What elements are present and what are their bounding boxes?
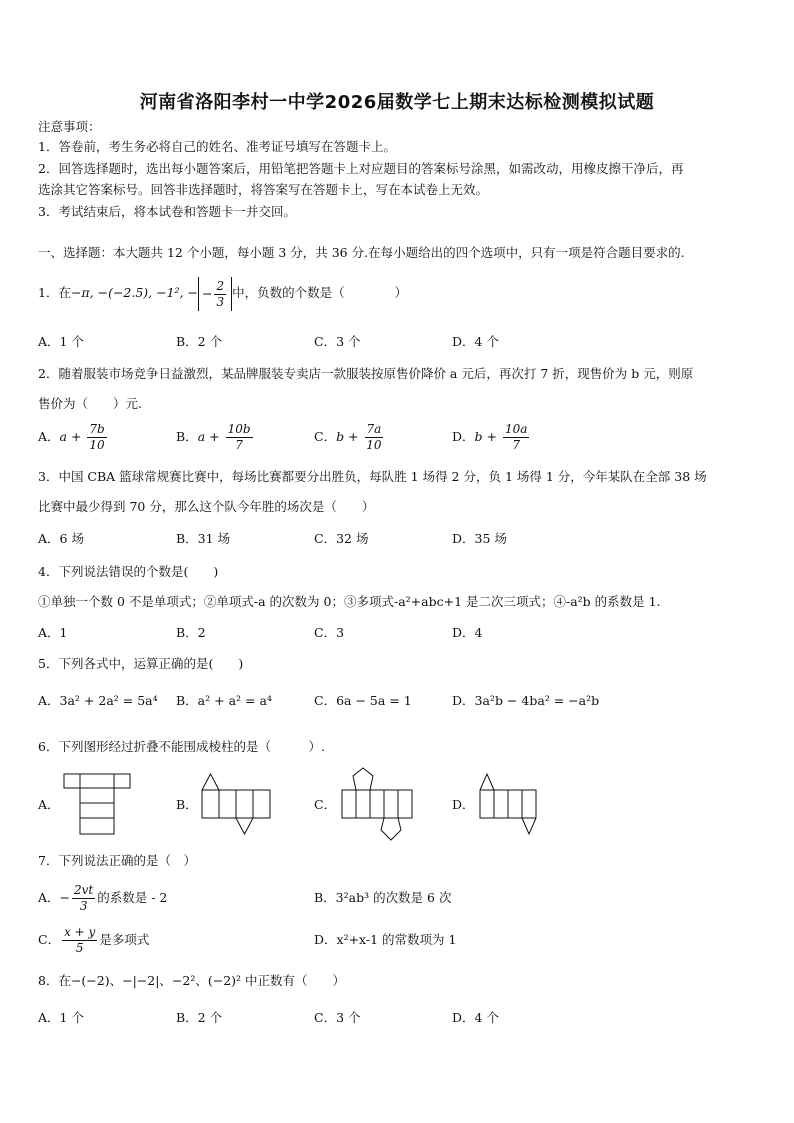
frac-den: 10 <box>89 438 105 452</box>
question-3-cont: 比赛中最少得到 70 分，那么这个队今年胜的场次是（ ） <box>38 499 375 514</box>
net-figure-b <box>200 772 274 836</box>
option-label: D． <box>452 429 475 444</box>
q1-expression: −π, −(−2.5), −1², − <box>70 285 198 300</box>
page-title: 河南省洛阳李村一中学2026届数学七上期末达标检测模拟试题 <box>139 92 655 113</box>
option-label: C． <box>314 429 337 444</box>
option-a: A．1 <box>38 625 68 640</box>
frac-num: 2vt <box>74 883 94 897</box>
option-a: A．1 个 <box>38 1010 84 1025</box>
frac-den: 5 <box>75 941 84 955</box>
option-d: D．x²+x-1 的常数项为 1 <box>314 932 457 947</box>
option-d: D．3a²b − 4ba² = −a²b <box>452 693 600 708</box>
section-heading: 一、选择题：本大题共 12 个小题，每小题 3 分，共 36 分.在每小题给出的四个选项中，只有一项是符合题目要求的. <box>38 245 685 260</box>
option-a <box>38 422 109 453</box>
option-c: C．32 场 <box>314 531 369 546</box>
question-6: 6．下列图形经过折叠不能围成棱柱的是（ ）. <box>38 739 325 754</box>
frac-den: 3 <box>79 899 88 913</box>
frac-num: x + y <box>64 925 96 939</box>
option-c-label: C． <box>314 797 337 812</box>
option-b: B．3²ab³ 的次数是 6 次 <box>314 890 452 905</box>
option-label: A． <box>38 429 60 444</box>
option-b: B．31 场 <box>176 531 231 546</box>
option-d: D．4 个 <box>452 334 499 349</box>
question-1 <box>38 276 758 311</box>
question-7: 7．下列说法正确的是（ ） <box>38 853 196 868</box>
option-d <box>452 422 531 453</box>
option-b: B．a² + a² = a⁴ <box>176 693 272 708</box>
notice-item: 1．答卷前，考生务必将自己的姓名、准考证号填写在答题卡上。 <box>38 139 396 154</box>
option-b: B．2 <box>176 625 206 640</box>
option-c: C．3 <box>314 625 345 640</box>
frac-num: 10b <box>227 422 251 436</box>
option-b <box>176 422 255 453</box>
option-d: D．35 场 <box>452 531 507 546</box>
option-term: a + <box>197 429 224 444</box>
option-b-label: B． <box>176 797 198 812</box>
option-a: A．− $\frac{2vt}{3}$ 的系数是 - 2 <box>38 883 168 913</box>
option-c: C．6a − 5a = 1 <box>314 693 412 708</box>
notice-item: 2．回答选择题时，选出每小题答案后，用铅笔把答题卡上对应题目的答案标号涂黑，如需改动，用橡皮擦干净后，再 <box>38 161 684 176</box>
option-d: D．4 <box>452 625 483 640</box>
frac-num: 7a <box>366 422 382 436</box>
question-2-cont: 售价为（ ）元. <box>38 396 142 411</box>
option-label: C． <box>38 932 61 947</box>
option-b: B．2 个 <box>176 1010 223 1025</box>
option-text: 的系数是 - 2 <box>97 890 168 905</box>
frac-den: 7 <box>235 438 243 452</box>
frac-num: 10a <box>504 422 528 436</box>
option-d-label: D． <box>452 797 475 812</box>
option-c <box>38 922 149 958</box>
option-c: C．3 个 <box>314 1010 361 1025</box>
option-a: A．1 个 <box>38 334 84 349</box>
option-label: A． <box>38 890 60 905</box>
question-2: 2．随着服装市场竞争日益激烈，某品牌服装专卖店一款服装按原售价降价 a 元后，再次打 7 折，现售价为 b 元，则原 <box>38 366 694 381</box>
question-5: 5．下列各式中，运算正确的是( ) <box>38 656 244 671</box>
notice-item: 选涂其它答案标号。回答非选择题时，将答案写在答题卡上，写在本试卷上无效。 <box>38 182 489 197</box>
net-figure-d <box>478 772 540 836</box>
option-b: B．2 个 <box>176 334 223 349</box>
q1-suffix: 中，负数的个数是（ ） <box>232 285 408 300</box>
frac-den: 7 <box>512 438 520 452</box>
question-8: 8．在−(−2)、−|−2|、−2²、(−2)² 中正数有（ ） <box>38 973 346 988</box>
q1-frac-num: 2 <box>216 278 225 293</box>
frac-den: 10 <box>366 438 382 452</box>
option-c <box>314 422 385 453</box>
q1-prefix: 1．在 <box>38 285 71 300</box>
option-term: b + <box>336 429 363 444</box>
option-a: A．3a² + 2a² = 5a⁴ <box>38 693 158 708</box>
net-figure-c <box>340 766 414 842</box>
frac-num: 7b <box>89 422 105 436</box>
question-3: 3．中国 CBA 篮球常规赛比赛中，每场比赛都要分出胜负，每队胜 1 场得 2 分，负 1 场得 1 分，今年某队在全部 38 场 <box>38 469 707 484</box>
option-d: D．4 个 <box>452 1010 499 1025</box>
option-c: C．3 个 <box>314 334 361 349</box>
notice-item: 3．考试结束后，将本试卷和答题卡一并交回。 <box>38 204 296 219</box>
q1-absolute-value: − $\frac{2}{3}$ <box>198 277 232 311</box>
option-term: a + <box>59 429 86 444</box>
q1-frac-den: 3 <box>216 294 225 309</box>
question-4-statements: ①单独一个数 0 不是单项式；②单项式-a 的次数为 0；③多项式-a²+abc+1 是二次三项式；④-a²b 的系数是 1. <box>38 594 661 609</box>
option-a-label: A． <box>38 797 60 812</box>
option-a: A．6 场 <box>38 531 84 546</box>
question-4: 4．下列说法错误的个数是( ) <box>38 564 219 579</box>
option-text: 是多项式 <box>99 932 150 947</box>
notice-heading: 注意事项： <box>38 119 101 134</box>
option-term: b + <box>474 429 501 444</box>
net-figure-a <box>62 772 134 836</box>
option-label: B． <box>176 429 198 444</box>
